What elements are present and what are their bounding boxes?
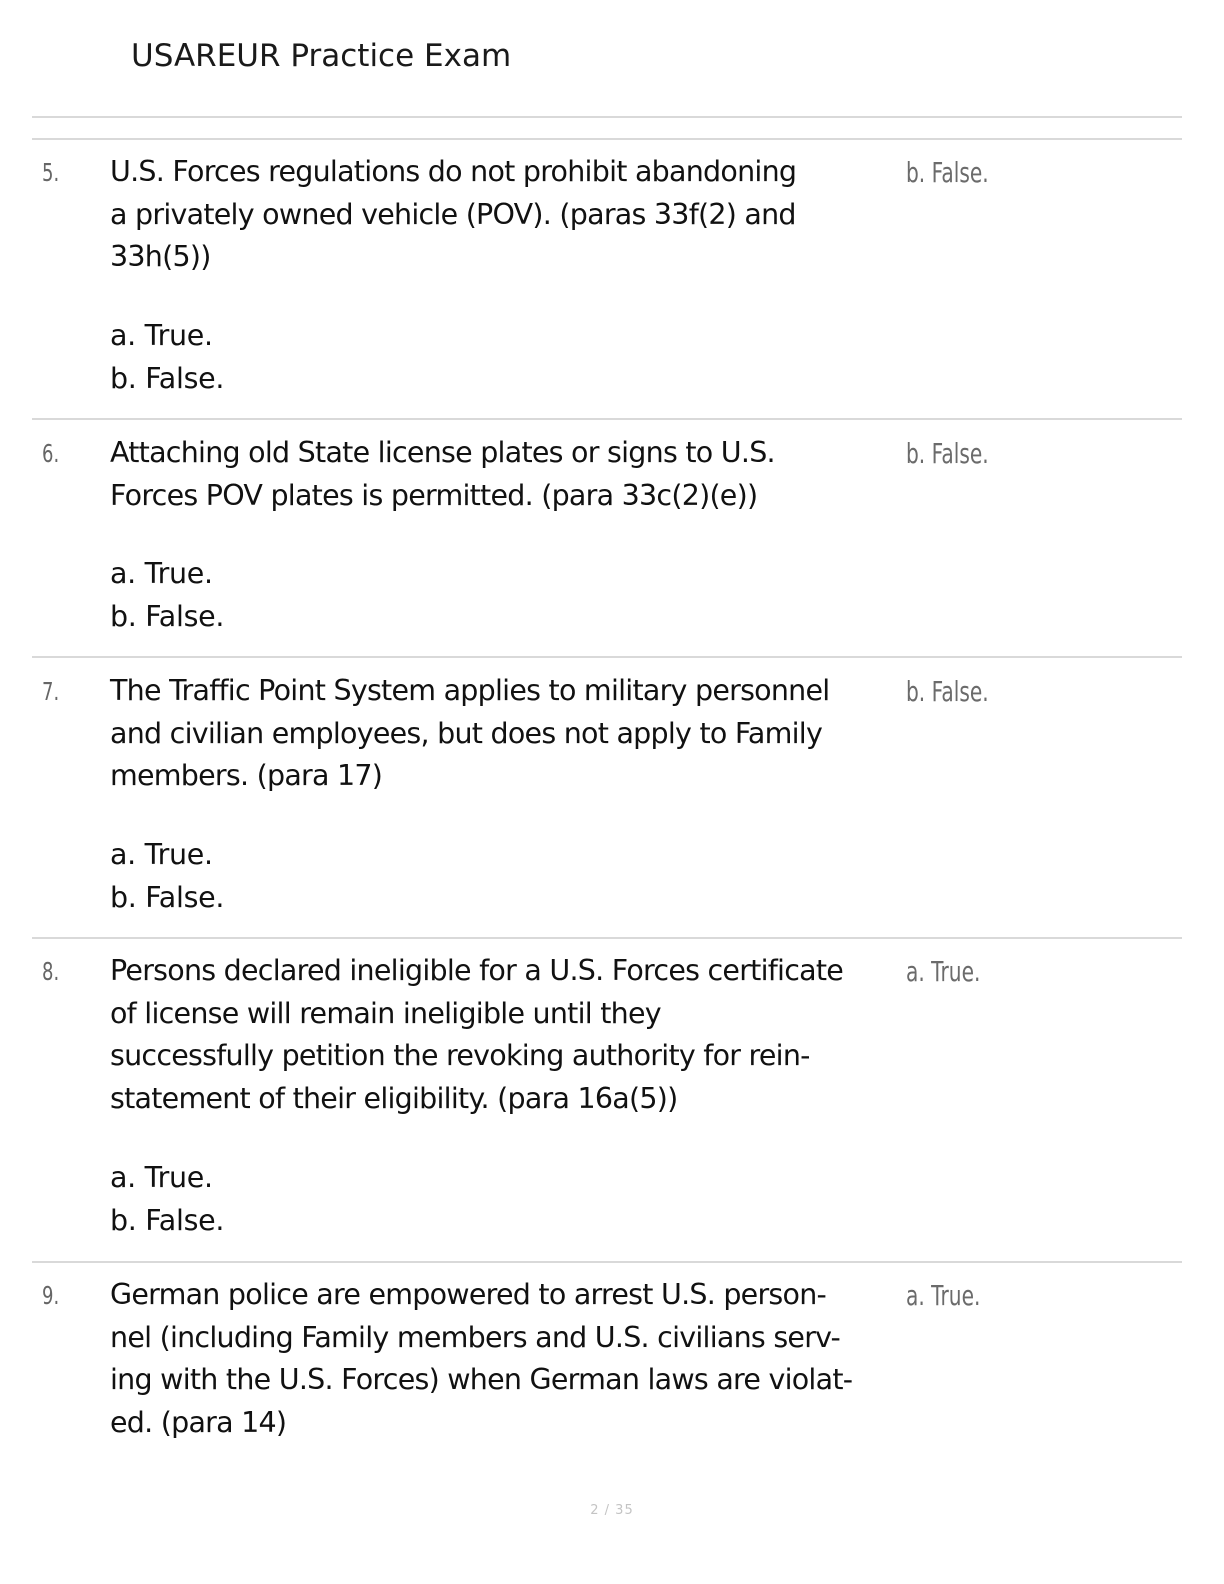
question-text-line: and civilian employees, but does not apply to Family bbox=[110, 716, 823, 750]
question-divider bbox=[32, 418, 1182, 420]
choice-b: b. False. bbox=[110, 600, 225, 633]
question-text bbox=[110, 1274, 900, 1444]
question-text-line: of license will remain ineligible until they bbox=[110, 996, 661, 1030]
answer-key: a. True. bbox=[906, 1279, 981, 1312]
answer-key: b. False. bbox=[906, 675, 989, 708]
answer-key: b. False. bbox=[906, 156, 989, 189]
question-text-line: Persons declared ineligible for a U.S. Forces certificate bbox=[110, 954, 844, 987]
question-text-line: a privately owned vehicle (POV). (paras 33f(2) and bbox=[110, 197, 796, 231]
page-number: 2 / 35 bbox=[590, 1503, 634, 1518]
question-text-line: ed. (para 14) bbox=[110, 1405, 287, 1439]
choice-b: b. False. bbox=[110, 881, 225, 914]
question-divider bbox=[32, 1261, 1182, 1263]
question-number: 5. bbox=[42, 158, 60, 187]
question-text bbox=[110, 670, 900, 798]
answer-key: b. False. bbox=[906, 437, 989, 470]
question-text-line: statement of their eligibility. (para 16a(5)) bbox=[110, 1081, 678, 1115]
page-title: USAREUR Practice Exam bbox=[131, 38, 512, 74]
question-number: 7. bbox=[42, 677, 60, 706]
choice-b: b. False. bbox=[110, 362, 225, 395]
choice-list bbox=[110, 314, 224, 400]
choice-list bbox=[110, 552, 224, 638]
answer-key: a. True. bbox=[906, 955, 981, 988]
question-text-line: Attaching old State license plates or signs to U.S. bbox=[110, 436, 775, 469]
choice-list bbox=[110, 1156, 224, 1242]
choice-a: a. True. bbox=[110, 557, 213, 590]
question-text-line: ing with the U.S. Forces) when German laws are violat- bbox=[110, 1363, 853, 1397]
question-text-line: members. (para 17) bbox=[110, 759, 383, 793]
header-divider bbox=[32, 116, 1182, 118]
choice-a: a. True. bbox=[110, 838, 213, 871]
choice-a: a. True. bbox=[110, 1161, 213, 1194]
question-text-line: The Traffic Point System applies to military personnel bbox=[110, 674, 830, 707]
question-divider bbox=[32, 656, 1182, 658]
question-number: 6. bbox=[42, 439, 60, 468]
choice-a: a. True. bbox=[110, 319, 213, 352]
question-text bbox=[110, 432, 900, 517]
question-text bbox=[110, 950, 900, 1120]
question-text-line: German police are empowered to arrest U.S. person- bbox=[110, 1278, 827, 1311]
choice-list bbox=[110, 833, 224, 919]
question-text-line: successfully petition the revoking authority for rein- bbox=[110, 1039, 810, 1073]
question-text bbox=[110, 151, 900, 279]
question-text-line: U.S. Forces regulations do not prohibit abandoning bbox=[110, 155, 797, 188]
question-number: 8. bbox=[42, 957, 60, 986]
question-text-line: Forces POV plates is permitted. (para 33c(2)(e)) bbox=[110, 478, 758, 512]
question-divider bbox=[32, 937, 1182, 939]
question-divider bbox=[32, 138, 1182, 140]
choice-b: b. False. bbox=[110, 1204, 225, 1237]
question-text-line: nel (including Family members and U.S. civilians serv- bbox=[110, 1320, 841, 1354]
question-text-line: 33h(5)) bbox=[110, 240, 211, 274]
question-number: 9. bbox=[42, 1281, 60, 1310]
